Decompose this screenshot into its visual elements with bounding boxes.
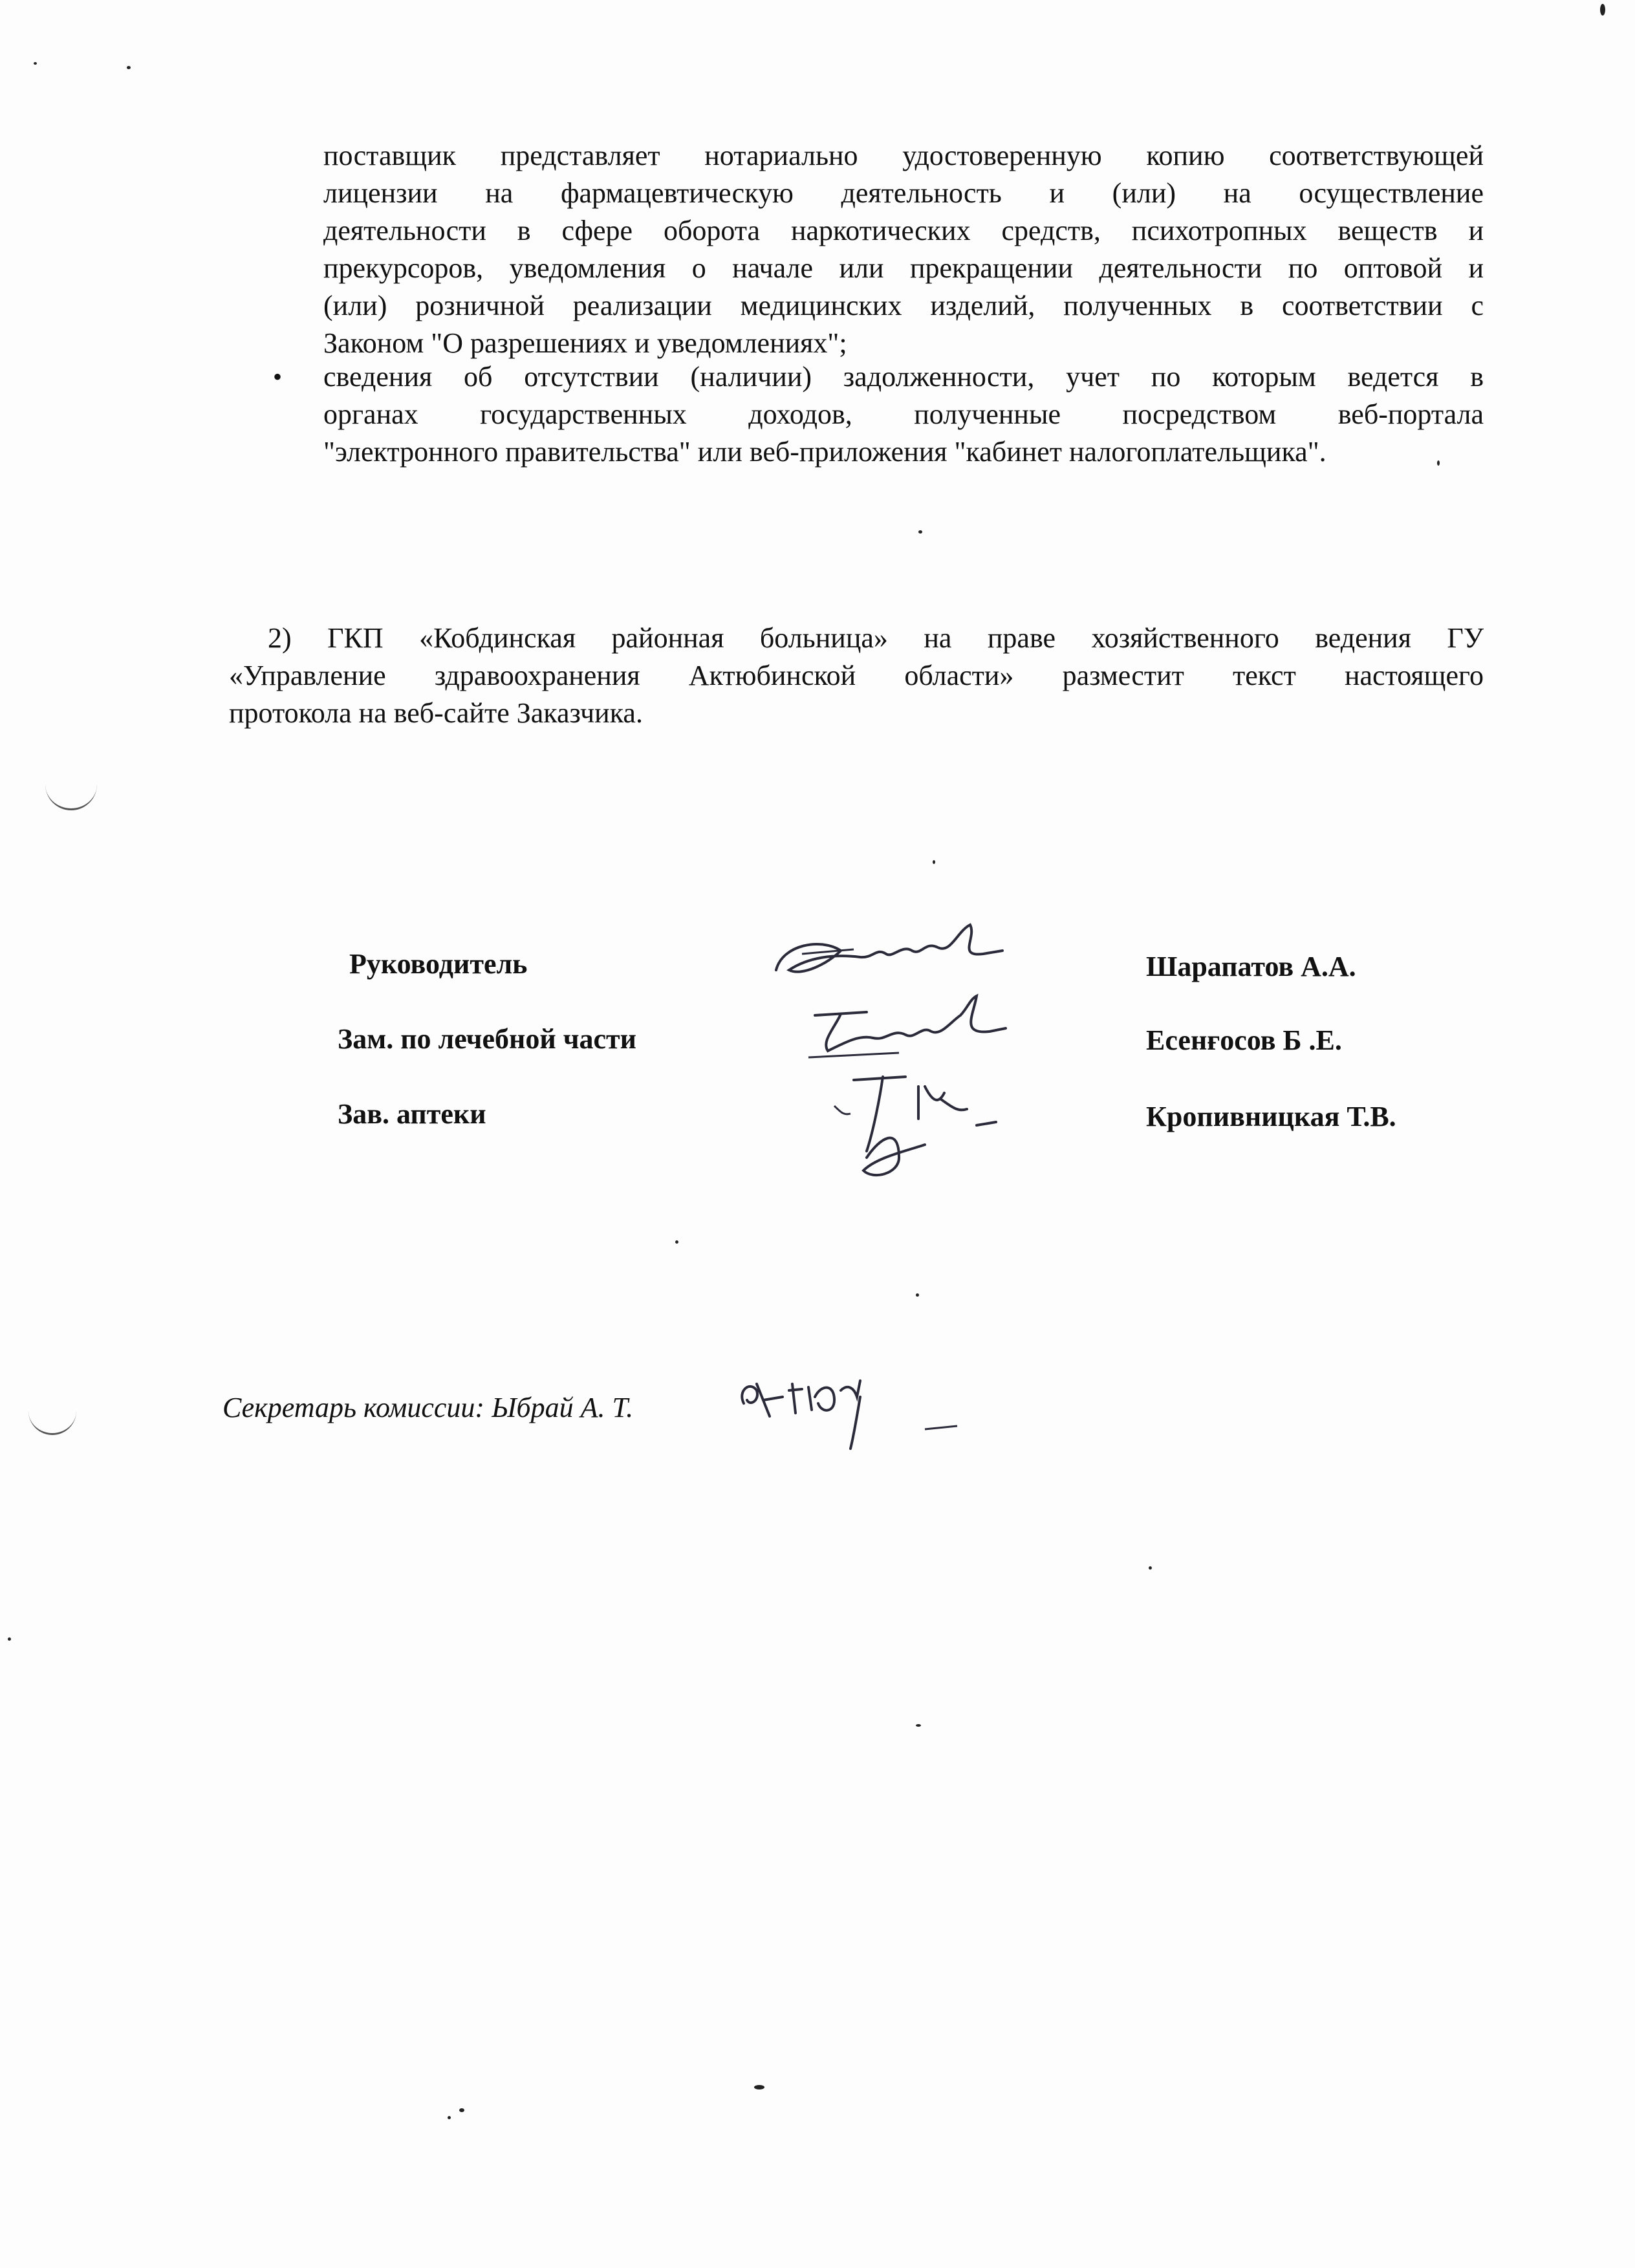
bullet-item-debt-info [323, 358, 1484, 471]
scan-speck [675, 1240, 678, 1244]
punch-hole-mark [28, 1409, 76, 1435]
signatory-position: Руководитель [349, 948, 528, 980]
text-line: сведения об отсутствии (наличии) задолженности, учет по которым ведется в [323, 361, 1484, 393]
scan-speck [918, 530, 922, 534]
text-line: "электронного правительства" или веб-приложения "кабинет налогоплательщика". [323, 436, 1326, 468]
text-line: 2) ГКП «Кобдинская районная больница» на праве хозяйственного ведения ГУ [268, 622, 1484, 654]
text-line: Законом "О разрешениях и уведомлениях"; [323, 327, 847, 359]
scan-speck [933, 860, 935, 864]
signatory-name: Шарапатов А.А. [1146, 951, 1356, 982]
scan-speck [34, 62, 37, 65]
handwritten-signature [731, 1365, 964, 1455]
signatory-position: Зав. аптеки [338, 1098, 486, 1130]
signatory-name: Кропивницкая Т.В. [1146, 1101, 1396, 1132]
text-line: лицензии на фармацевтическую деятельность и (или) на осуществление [323, 177, 1484, 209]
punch-hole-mark [45, 783, 97, 810]
scan-speck [1600, 4, 1605, 16]
signatory-name: Есенғосов Б .Е. [1146, 1024, 1342, 1056]
handwritten-signature [796, 989, 1009, 1067]
text-line: органах государственных доходов, полученные посредством веб-портала [323, 398, 1484, 430]
handwritten-signature [828, 1061, 1022, 1183]
text-line: «Управление здравоохранения Актюбинской области» разместит текст настоящего [229, 660, 1484, 691]
scan-speck [448, 2116, 451, 2119]
requirement-paragraph-license [323, 137, 1484, 362]
handwritten-signature [763, 918, 1009, 989]
scan-speck [127, 66, 131, 69]
text-line: деятельности в сфере оборота наркотических средств, психотропных веществ и [323, 215, 1484, 246]
text-line: поставщик представляет нотариально удостоверенную копию соответствующей [323, 140, 1484, 171]
scan-speck [459, 2108, 464, 2112]
scan-speck [8, 1637, 11, 1641]
commission-secretary-label: Секретарь комиссии: Ыбрай А. Т. [222, 1392, 634, 1423]
bullet-marker: • [273, 362, 283, 391]
text-line: протокола на веб-сайте Заказчика. [229, 697, 643, 729]
text-line: (или) розничной реализации медицинских изделий, полученных в соответствии с [323, 290, 1484, 321]
scan-speck [1149, 1566, 1152, 1570]
signatory-position: Зам. по лечебной части [338, 1023, 637, 1055]
text-line: прекурсоров, уведомления о начале или прекращении деятельности по оптовой и [323, 252, 1484, 284]
scan-speck [754, 2085, 764, 2090]
publication-paragraph [229, 620, 1484, 732]
scan-speck [916, 1724, 921, 1727]
scan-speck [916, 1293, 919, 1297]
